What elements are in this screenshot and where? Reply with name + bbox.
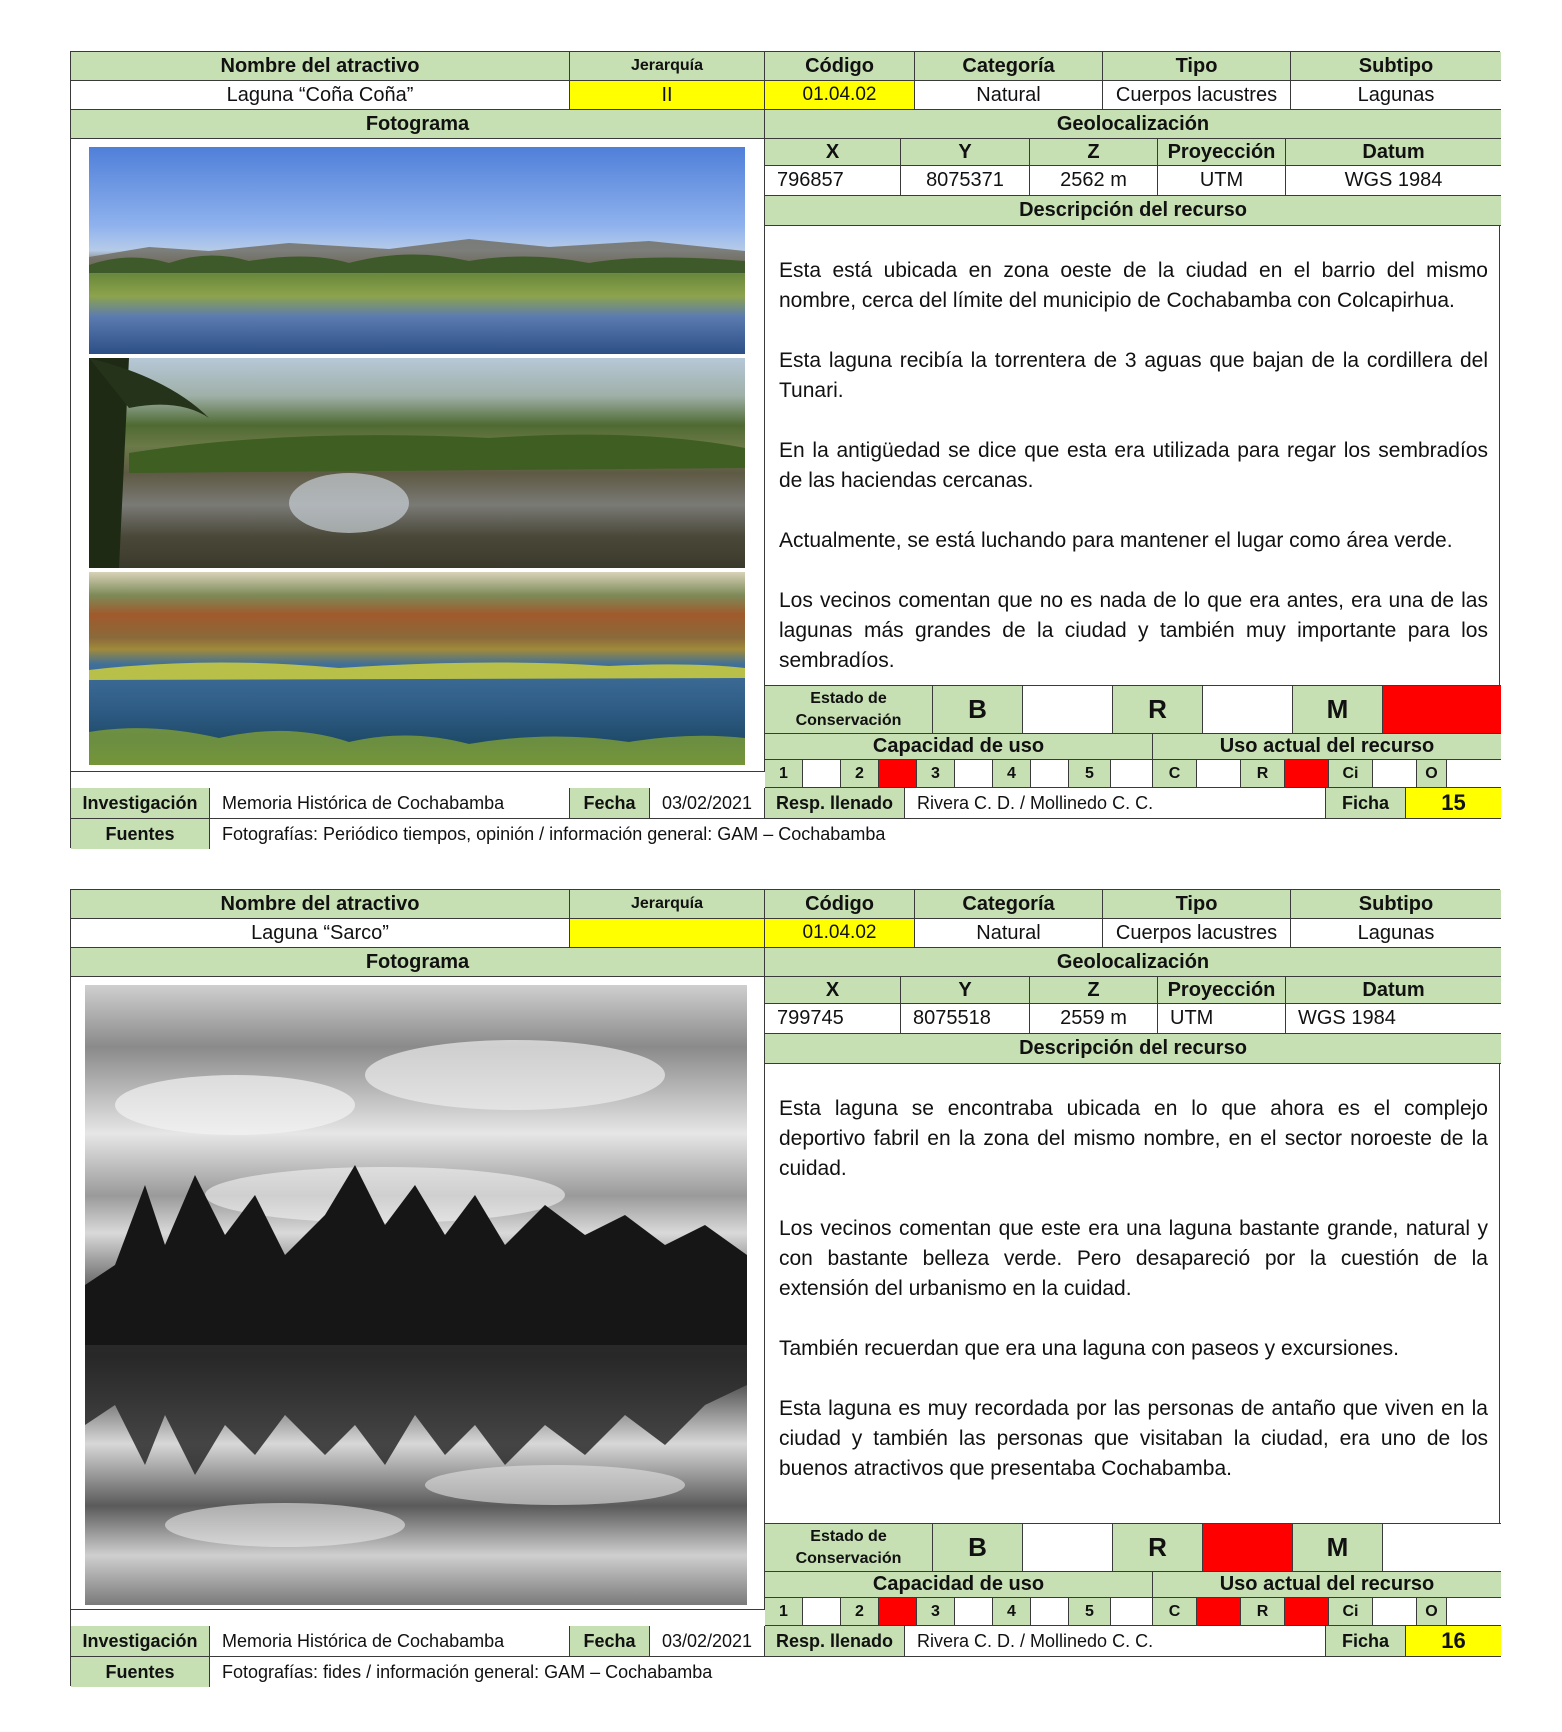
uso-ci-label: Ci [1329,760,1373,788]
uso-c-label: C [1153,760,1197,788]
fotograma-area [71,139,765,772]
header-categoria: Categoría [915,52,1103,81]
header-fuentes: Fuentes [71,819,210,849]
cap-3-label: 3 [917,760,955,788]
cap-2-box-marked [879,760,917,788]
cap-1-box [803,760,841,788]
uso-o-label: O [1417,1598,1447,1626]
ficha-card-15 [70,51,1500,848]
estado-r-box [1203,686,1293,734]
header-nombre: Nombre del atractivo [71,890,570,919]
header-geolocalizacion: Geolocalización [765,948,1501,977]
coord-y: 8075371 [901,166,1030,196]
coord-x: 796857 [765,166,901,196]
header-jerarquia: Jerarquía [570,52,765,81]
uso-r-label: R [1241,760,1285,788]
uso-o-label: O [1417,760,1447,788]
estado-r-label: R [1113,1524,1203,1572]
ficha-number: 15 [1406,788,1501,819]
cap-2-box-marked [879,1598,917,1626]
datum-value: WGS 1984 [1286,1004,1501,1034]
header-fuentes: Fuentes [71,1657,210,1687]
header-estado: Estado de Conservación [765,1524,933,1572]
uso-ci-box [1373,760,1417,788]
header-geolocalizacion: Geolocalización [765,110,1501,139]
jerarquia-value [570,919,765,948]
fuentes-value: Fotografías: Periódico tiempos, opinión / información general: GAM – Cochabamba [210,819,1501,849]
subtipo-value: Lagunas [1291,919,1501,948]
estado-m-label: M [1293,686,1383,734]
header-fecha: Fecha [570,788,650,819]
header-x: X [765,139,901,166]
categoria-value: Natural [915,919,1103,948]
header-categoria: Categoría [915,890,1103,919]
header-z: Z [1030,977,1158,1004]
header-ficha: Ficha [1326,788,1406,819]
datum-value: WGS 1984 [1286,166,1501,196]
jerarquia-value: II [570,81,765,110]
header-z: Z [1030,139,1158,166]
cap-3-label: 3 [917,1598,955,1626]
cap-4-box [1031,1598,1069,1626]
estado-r-box-marked [1203,1524,1293,1572]
estado-m-label: M [1293,1524,1383,1572]
header-nombre: Nombre del atractivo [71,52,570,81]
uso-r-box-marked [1285,1598,1329,1626]
header-x: X [765,977,901,1004]
descripcion-paragraph: Esta laguna se encontraba ubicada en lo que ahora es el complejo deportivo fabril en la zona del mismo nombre, en el sector noroeste de la cuidad. [779,1097,1488,1180]
uso-c-box [1197,760,1241,788]
cap-4-label: 4 [993,1598,1031,1626]
cap-4-box [1031,760,1069,788]
header-y: Y [901,139,1030,166]
uso-c-box-marked [1197,1598,1241,1626]
lagoon-photo-3 [89,572,745,765]
uso-c-label: C [1153,1598,1197,1626]
lagoon-photo-2 [89,358,745,568]
header-fecha: Fecha [570,1626,650,1657]
header-subtipo: Subtipo [1291,52,1501,81]
codigo-value: 01.04.02 [765,919,915,948]
header-capacidad: Capacidad de uso [765,1572,1153,1598]
header-subtipo: Subtipo [1291,890,1501,919]
cap-1-label: 1 [765,760,803,788]
uso-ci-box [1373,1598,1417,1626]
header-codigo: Código [765,890,915,919]
header-datum: Datum [1286,977,1501,1004]
coord-z: 2562 m [1030,166,1158,196]
resp-value: Rivera C. D. / Mollinedo C. C. [905,788,1326,819]
investigacion-value: Memoria Histórica de Cochabamba [210,788,570,819]
estado-m-box-marked [1383,686,1501,734]
header-tipo: Tipo [1103,52,1291,81]
header-datum: Datum [1286,139,1501,166]
header-y: Y [901,977,1030,1004]
header-proyeccion: Proyección [1158,139,1286,166]
header-uso-actual: Uso actual del recurso [1153,734,1501,760]
cap-2-label: 2 [841,760,879,788]
historic-lagoon-photo [85,985,747,1605]
uso-r-label: R [1241,1598,1285,1626]
header-jerarquia: Jerarquía [570,890,765,919]
header-estado: Estado de Conservación [765,686,933,734]
categoria-value: Natural [915,81,1103,110]
fotograma-area [71,977,765,1610]
cap-5-label: 5 [1069,1598,1111,1626]
codigo-value: 01.04.02 [765,81,915,110]
cap-1-box [803,1598,841,1626]
descripcion-paragraph: También recuerdan que era una laguna con paseos y excursiones. [779,1337,1399,1360]
descripcion-paragraph: Esta está ubicada en zona oeste de la ciudad en el barrio del mismo nombre, cerca del límite del municipio de Cochabamba con Colcapirhua. [779,259,1488,312]
descripcion-paragraph: Los vecinos comentan que este era una laguna bastante grande, natural y con bastante belleza verde. Pero desapareció por la cuestión de la extensión del urbanismo en la cuidad. [779,1217,1488,1300]
ficha-number: 16 [1406,1626,1501,1657]
header-tipo: Tipo [1103,890,1291,919]
descripcion-paragraph: En la antigüedad se dice que esta era utilizada para regar los sembradíos de las haciendas cercanas. [779,439,1488,492]
header-resp: Resp. llenado [765,1626,905,1657]
cap-4-label: 4 [993,760,1031,788]
estado-r-label: R [1113,686,1203,734]
cap-3-box [955,1598,993,1626]
descripcion-paragraph: Actualmente, se está luchando para mantener el lugar como área verde. [779,529,1453,552]
investigacion-value: Memoria Histórica de Cochabamba [210,1626,570,1657]
coord-y: 8075518 [901,1004,1030,1034]
descripcion-text [765,226,1501,686]
header-ficha: Ficha [1326,1626,1406,1657]
header-fotograma: Fotograma [71,110,765,139]
header-descripcion: Descripción del recurso [765,1034,1501,1064]
coord-x: 799745 [765,1004,901,1034]
uso-ci-label: Ci [1329,1598,1373,1626]
tipo-value: Cuerpos lacustres [1103,81,1291,110]
uso-r-box-marked [1285,760,1329,788]
header-capacidad: Capacidad de uso [765,734,1153,760]
cap-3-box [955,760,993,788]
fecha-value: 03/02/2021 [650,788,765,819]
cap-2-label: 2 [841,1598,879,1626]
ficha-card-16 [70,889,1500,1686]
descripcion-text [765,1064,1501,1524]
fuentes-value: Fotografías: fides / información general: GAM – Cochabamba [210,1657,1501,1687]
cap-5-box [1111,1598,1153,1626]
header-investigacion: Investigación [71,788,210,819]
proyeccion-value: UTM [1158,166,1286,196]
lagoon-photo-1 [89,147,745,354]
header-uso-actual: Uso actual del recurso [1153,1572,1501,1598]
proyeccion-value: UTM [1158,1004,1286,1034]
estado-m-box [1383,1524,1501,1572]
header-fotograma: Fotograma [71,948,765,977]
descripcion-paragraph: Esta laguna recibía la torrentera de 3 aguas que bajan de la cordillera del Tunari. [779,349,1488,402]
coord-z: 2559 m [1030,1004,1158,1034]
estado-b-label: B [933,1524,1023,1572]
subtipo-value: Lagunas [1291,81,1501,110]
header-proyeccion: Proyección [1158,977,1286,1004]
estado-b-box [1023,686,1113,734]
fecha-value: 03/02/2021 [650,1626,765,1657]
estado-b-box [1023,1524,1113,1572]
tipo-value: Cuerpos lacustres [1103,919,1291,948]
uso-o-box [1447,1598,1501,1626]
cap-5-box [1111,760,1153,788]
descripcion-paragraph: Esta laguna es muy recordada por las personas de antaño que viven en la ciudad y también las personas que visitaban la ciudad, era uno de los buenos atractivos que presentaba Cochabamba. [779,1397,1488,1480]
cap-1-label: 1 [765,1598,803,1626]
estado-b-label: B [933,686,1023,734]
cap-5-label: 5 [1069,760,1111,788]
header-codigo: Código [765,52,915,81]
header-descripcion: Descripción del recurso [765,196,1501,226]
attraction-name: Laguna “Coña Coña” [71,81,570,110]
uso-o-box [1447,760,1501,788]
header-investigacion: Investigación [71,1626,210,1657]
header-resp: Resp. llenado [765,788,905,819]
resp-value: Rivera C. D. / Mollinedo C. C. [905,1626,1326,1657]
attraction-name: Laguna “Sarco” [71,919,570,948]
descripcion-paragraph: Los vecinos comentan que no es nada de lo que era antes, era una de las lagunas más grandes de la ciudad y también muy importante para los sembradíos. [779,589,1488,672]
